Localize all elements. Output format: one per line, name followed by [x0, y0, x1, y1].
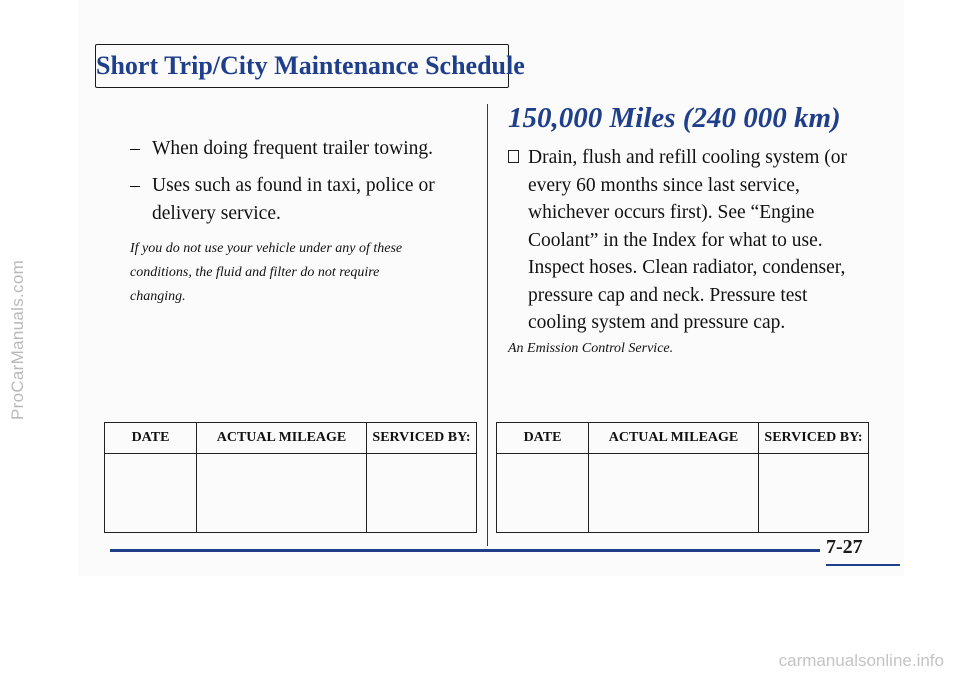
date-cell	[105, 454, 197, 533]
footer-rule	[110, 549, 820, 552]
column-divider	[487, 104, 488, 546]
date-cell	[497, 454, 589, 533]
header-actual-mileage: ACTUAL MILEAGE	[589, 423, 759, 454]
mileage-cell	[589, 454, 759, 533]
maintenance-text: Drain, flush and refill cooling system (or every 60 months since last service, whichever occurs first). See “Engine Coolant” in the Index for what to use. Inspect hoses. Clean radiator, condenser, pressure cap and neck. Pressure test cooling system and pressure cap.	[528, 147, 847, 333]
left-column	[130, 135, 460, 309]
watermark-bottom: carmanualsonline.info	[778, 651, 944, 670]
bullet-item	[130, 135, 460, 163]
right-column	[508, 100, 868, 359]
watermark-side: ProCarManuals.com	[8, 259, 27, 420]
header-actual-mileage: ACTUAL MILEAGE	[197, 423, 367, 454]
bullet-text: Uses such as found in taxi, police or delivery service.	[152, 175, 435, 224]
header-date: DATE	[497, 423, 589, 454]
mileage-heading: 150,000 Miles (240 000 km)	[508, 102, 841, 134]
header-serviced-by: SERVICED BY:	[759, 423, 869, 454]
header-date: DATE	[105, 423, 197, 454]
service-record-table-left	[104, 422, 477, 533]
page-number-underline	[826, 564, 900, 566]
checkbox-icon	[508, 150, 519, 163]
condition-note: If you do not use your vehicle under any of these conditions, the fluid and filter do not require changing.	[130, 241, 403, 304]
maintenance-item	[508, 144, 868, 337]
serviced-by-cell	[367, 454, 477, 533]
dash-bullet: –	[130, 138, 140, 159]
page-number: 7-27	[826, 536, 863, 558]
section-title: Short Trip/City Maintenance Schedule	[95, 44, 509, 88]
serviced-by-cell	[759, 454, 869, 533]
dash-bullet: –	[130, 175, 140, 196]
mileage-cell	[197, 454, 367, 533]
emission-note: An Emission Control Service.	[508, 340, 674, 356]
service-record-table-right	[496, 422, 869, 533]
header-serviced-by: SERVICED BY:	[367, 423, 477, 454]
bullet-item	[130, 172, 460, 228]
bullet-text: When doing frequent trailer towing.	[152, 138, 434, 159]
